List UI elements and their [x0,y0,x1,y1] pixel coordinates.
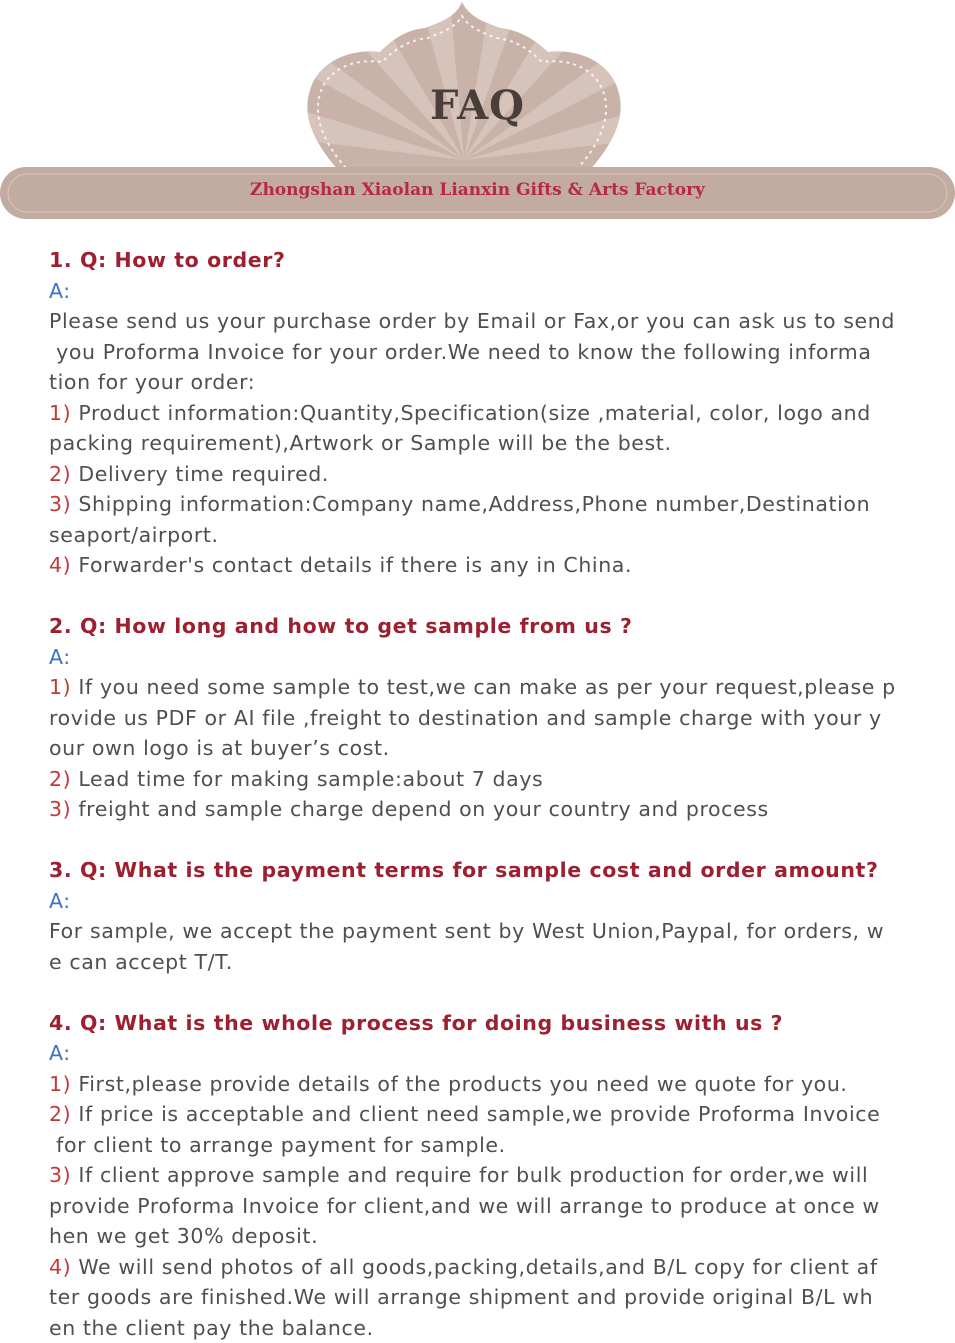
answer-label-1: A: [49,276,929,307]
item-number: 1) [49,1072,71,1096]
item-number: 4) [49,1255,71,1279]
item-number: 4) [49,553,71,577]
question-2: 2. Q: How long and how to get sample from us ? [49,611,929,642]
answer-intro-line: tion for your order: [49,367,929,398]
answer-item [49,1099,929,1130]
answer-item-cont: en the client pay the balance. [49,1313,929,1343]
question-3: 3. Q: What is the payment terms for sample cost and order amount? [49,855,929,886]
answer-label-3: A: [49,886,929,917]
item-number: 3) [49,797,71,821]
answer-item [49,459,929,490]
item-text: freight and sample charge depend on your country and process [71,797,769,821]
answer-item-cont: packing requirement),Artwork or Sample will be the best. [49,428,929,459]
answer-item [49,1069,929,1100]
section-spacer [49,581,929,612]
answer-item-cont: seaport/airport. [49,520,929,551]
item-number: 3) [49,1163,71,1187]
answer-item [49,1160,929,1191]
item-text: Delivery time required. [71,462,329,486]
item-number: 1) [49,401,71,425]
answer-item [49,794,929,825]
answer-item [49,1252,929,1283]
answer-item-cont: our own logo is at buyer’s cost. [49,733,929,764]
item-text: If price is acceptable and client need sample,we provide Proforma Invoice [71,1102,880,1126]
faq-title: FAQ [0,82,955,129]
item-text: Lead time for making sample:about 7 days [71,767,543,791]
answer-intro-line: For sample, we accept the payment sent by West Union,Paypal, for orders, w [49,916,929,947]
answer-item [49,550,929,581]
item-number: 1) [49,675,71,699]
item-text: First,please provide details of the products you need we quote for you. [71,1072,847,1096]
item-text: Forwarder's contact details if there is any in China. [71,553,632,577]
answer-item [49,398,929,429]
company-name: Zhongshan Xiaolan Lianxin Gifts & Arts Factory [0,180,955,200]
item-text: If you need some sample to test,we can make as per your request,please p [71,675,896,699]
answer-item-cont: for client to arrange payment for sample. [49,1130,929,1161]
answer-item-cont: provide Proforma Invoice for client,and we will arrange to produce at once w [49,1191,929,1222]
answer-item-cont: rovide us PDF or AI file ,freight to destination and sample charge with your y [49,703,929,734]
answer-item-cont: hen we get 30% deposit. [49,1221,929,1252]
faq-section-2 [49,611,929,825]
item-number: 2) [49,1102,71,1126]
question-1: 1. Q: How to order? [49,245,929,276]
section-spacer [49,977,929,1008]
answer-item [49,489,929,520]
item-text: Shipping information:Company name,Address,Phone number,Destination [71,492,870,516]
item-number: 3) [49,492,71,516]
answer-item-cont: ter goods are finished.We will arrange shipment and provide original B/L wh [49,1282,929,1313]
faq-section-3 [49,855,929,977]
answer-intro-line: Please send us your purchase order by Email or Fax,or you can ask us to send [49,306,929,337]
faq-section-4 [49,1008,929,1343]
item-text: We will send photos of all goods,packing,details,and B/L copy for client af [71,1255,877,1279]
item-text: If client approve sample and require for bulk production for order,we will [71,1163,868,1187]
question-4: 4. Q: What is the whole process for doing business with us ? [49,1008,929,1039]
answer-intro-line: e can accept T/T. [49,947,929,978]
faq-content [49,245,929,1343]
faq-section-1 [49,245,929,581]
section-spacer [49,825,929,856]
item-number: 2) [49,462,71,486]
faq-header [0,0,955,230]
answer-item [49,672,929,703]
answer-label-4: A: [49,1038,929,1069]
answer-item [49,764,929,795]
answer-intro-line: you Proforma Invoice for your order.We need to know the following informa [49,337,929,368]
answer-label-2: A: [49,642,929,673]
item-number: 2) [49,767,71,791]
item-text: Product information:Quantity,Specification(size ,material, color, logo and [71,401,871,425]
